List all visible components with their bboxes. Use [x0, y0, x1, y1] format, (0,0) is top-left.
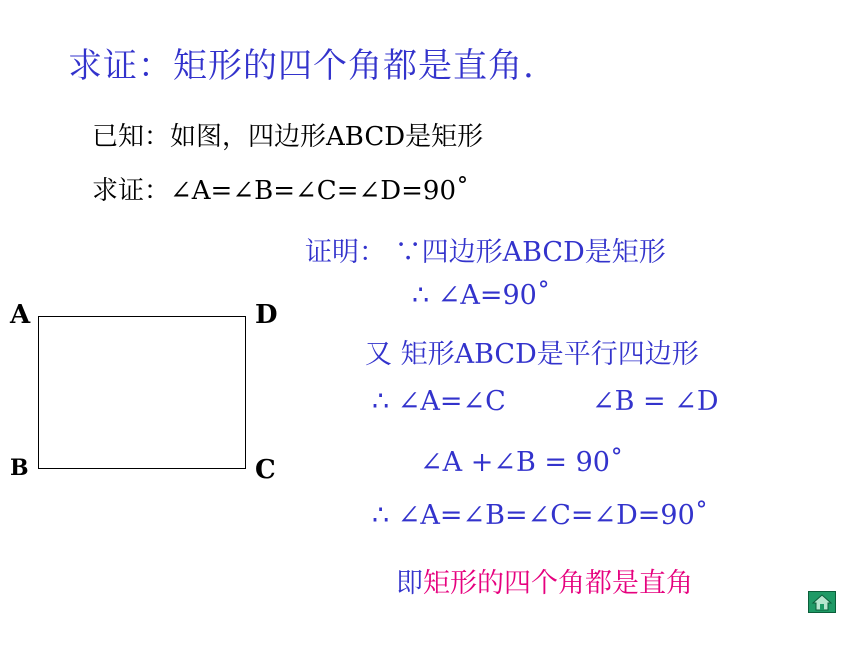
conclusion-text: 矩形的四个角都是直角 [423, 568, 693, 599]
vertex-label-a: A [10, 300, 31, 330]
proof-line-3: 又 矩形ABCD是平行四边形 [365, 339, 699, 370]
page-title: 求证：矩形的四个角都是直角. [68, 46, 535, 86]
home-button[interactable] [808, 591, 836, 613]
vertex-label-b: B [10, 455, 29, 481]
proof-line-4a: ∴ ∠A=∠C [372, 386, 506, 417]
vertex-label-d: D [255, 300, 278, 330]
proof-line-2: ∴ ∠A=90˚ [412, 280, 551, 311]
vertex-label-c: C [255, 455, 276, 485]
proof-line-1: 证明： ∵四边形ABCD是矩形 [305, 237, 666, 268]
home-icon [809, 592, 835, 612]
proof-line-4b: ∠B = ∠D [592, 386, 719, 417]
prove-statement: 求证：∠A=∠B=∠C=∠D=90˚ [92, 176, 469, 206]
conclusion-prefix: 即 [396, 568, 423, 599]
given-statement: 已知：如图，四边形ABCD是矩形 [92, 122, 484, 152]
proof-line-5: ∠A +∠B = 90˚ [420, 447, 624, 478]
rectangle-abcd [38, 316, 246, 469]
conclusion [396, 561, 693, 600]
proof-line-6: ∴ ∠A=∠B=∠C=∠D=90˚ [372, 500, 709, 531]
